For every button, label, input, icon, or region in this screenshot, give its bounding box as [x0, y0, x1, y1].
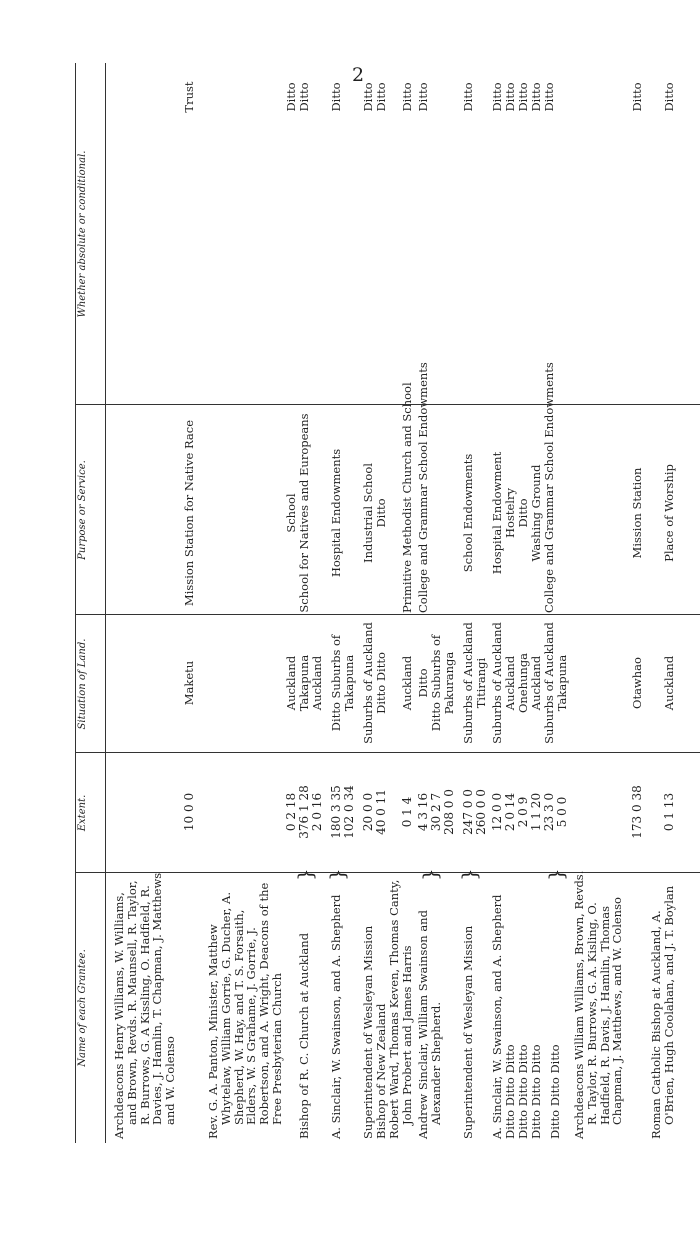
situation-cell: Auckland [400, 655, 414, 711]
purpose-cell: Ditto [516, 498, 530, 528]
grantee-cell: Ditto Ditto Ditto [529, 1044, 543, 1139]
situation-cell: Auckland [310, 655, 324, 711]
condition-cell: Ditto [329, 82, 343, 112]
col-rule-4 [75, 404, 700, 405]
extent-cell: 2 0 16 [310, 792, 324, 832]
situation-cell: Takapuna [342, 654, 356, 712]
situation-cell: Ditto [416, 668, 430, 698]
extent-cell: 2 0 9 [516, 796, 530, 828]
situation-cell: Ditto Suburbs of [429, 634, 443, 732]
situation-cell: Suburbs of Auckland [361, 622, 375, 744]
situation-cell: Suburbs of Auckland [490, 622, 504, 744]
situation-cell: Onehunga [516, 652, 530, 714]
extent-cell: 208 0 0 [442, 789, 456, 835]
situation-cell: Takapuna [297, 654, 311, 712]
brace-icon: } [293, 868, 317, 881]
situation-cell: Suburbs of Auckland [542, 622, 556, 744]
extent-cell: 30 2 7 [429, 792, 443, 832]
situation-cell: Otawhao [630, 657, 644, 709]
grantee-cell: Ditto Ditto Ditto [548, 1044, 562, 1139]
situation-cell: Auckland [662, 655, 676, 711]
grantee-cell: Ditto Ditto Ditto [516, 1044, 530, 1139]
situation-cell: Auckland [503, 655, 517, 711]
header-grantee: Name of each Grantee. [77, 949, 88, 1067]
purpose-cell: Hospital Endowments [329, 448, 343, 578]
condition-cell: Ditto [662, 82, 676, 112]
extent-cell: 1 1 20 [529, 792, 543, 832]
purpose-cell: College and Grammar School Endowments [416, 362, 430, 613]
purpose-cell: School for Natives and Europeans [297, 413, 311, 613]
purpose-cell: Place of Worship [662, 464, 676, 562]
col-rule-3 [75, 614, 700, 615]
extent-cell: 180 3 35 [329, 785, 343, 839]
grantee-cell: Andrew Sinclair, William Swainson and Alexander Shepherd. [416, 910, 443, 1139]
purpose-cell: Hostelry [503, 488, 517, 538]
condition-cell: Ditto [284, 82, 298, 112]
extent-cell: 10 0 0 [182, 792, 196, 832]
condition-cell: Ditto [297, 82, 311, 112]
condition-cell: Ditto [490, 82, 504, 112]
situation-cell: Ditto Suburbs of [329, 634, 343, 732]
purpose-cell: Mission Station for Native Race [182, 419, 196, 607]
situation-cell: Auckland [529, 655, 543, 711]
condition-cell: Ditto [630, 82, 644, 112]
grantee-cell: Archdeacons William Williams, Brown, Revds. R. Taylor, R. Burrows, G. A. Kisling, O. Hadfield, R. Davis, J. Hamlin, Thomas Chapman, J. Matthews, and W. Colenso [572, 870, 625, 1139]
page-number: 2 [352, 64, 365, 86]
purpose-cell: College and Grammar School Endowments [542, 362, 556, 613]
grantee-cell: Superintendent of Wesleyan Mission [461, 925, 475, 1139]
extent-cell: 0 1 13 [662, 792, 676, 832]
grantee-cell: Archdeacons Henry Williams, W. Williams, and Brown, Revds. R. Maunsell, R. Taylor, R. Burrows, G. A Kissling, O. Hadfield, R. Davies, J. Hamlin, T. Chapman, J. Matthews and W. Colenso [112, 872, 178, 1139]
grantee-cell: Superintendent of Wesleyan Mission [361, 925, 375, 1139]
extent-cell: 260 0 0 [474, 789, 488, 835]
purpose-cell: School [284, 493, 298, 533]
condition-cell: Ditto [461, 82, 475, 112]
header-extent: Extent. [77, 794, 88, 832]
extent-cell: 40 0 11 [374, 789, 388, 835]
brace-icon: } [325, 868, 349, 881]
purpose-cell: Mission Station [630, 467, 644, 559]
purpose-cell: Hospital Endowment [490, 451, 504, 575]
grantee-cell: A. Sinclair, W. Swainson, and A. Shepherd [490, 894, 504, 1139]
brace-icon: } [544, 868, 568, 881]
extent-cell: 4 3 16 [416, 792, 430, 832]
grantee-cell: Rev. G. A. Panton, Minister, Matthew Whytelaw, William Gorrie, G. Ducher, A. Shepherd, W. Hay, and T. S. Forsaith, Elders, W. S Grahame, J. Gorrie, J. Robertson, and A. Wright, Deacons of the Free Presbyterian Church [206, 882, 284, 1139]
condition-cell: Ditto [503, 82, 517, 112]
situation-cell: Ditto Ditto [374, 652, 388, 714]
brace-icon: } [418, 868, 442, 881]
extent-cell: 247 0 0 [461, 789, 475, 835]
extent-cell: 23 3 0 [542, 792, 556, 832]
condition-cell: Ditto [516, 82, 530, 112]
header-situation: Situation of Land. [77, 638, 88, 730]
rule-top [75, 63, 76, 1143]
purpose-cell: Industrial School [361, 463, 375, 563]
brace-icon: } [457, 868, 481, 881]
situation-cell: Suburbs of Auckland [461, 622, 475, 744]
grantee-cell: Bishop of New Zealand [374, 1003, 388, 1139]
extent-cell: 173 0 38 [630, 785, 644, 839]
condition-cell: Ditto [400, 82, 414, 112]
condition-cell: Ditto [542, 82, 556, 112]
purpose-cell: Ditto [374, 498, 388, 528]
col-rule-2 [75, 752, 700, 753]
extent-cell: 5 0 0 [555, 796, 569, 828]
purpose-cell: Washing Ground [529, 464, 543, 562]
grantee-cell: Robert Ward, Thomas Keven, Thomas Canty, John Probert and James Harris [387, 879, 414, 1139]
situation-cell: Maketu [182, 660, 196, 706]
rule-header [105, 63, 106, 1143]
table-frame [75, 63, 700, 1143]
grantee-cell: Bishop of R. C. Church at Auckland [297, 932, 311, 1139]
extent-cell: 12 0 0 [490, 792, 504, 832]
extent-cell: 376 1 28 [297, 785, 311, 839]
header-purpose: Purpose or Service. [77, 460, 88, 560]
extent-cell: 0 2 18 [284, 792, 298, 832]
situation-cell: Titirangi [474, 657, 488, 709]
situation-cell: Auckland [284, 655, 298, 711]
extent-cell: 102 0 34 [342, 785, 356, 839]
rotated-table [75, 63, 700, 1143]
grantee-cell: Roman Catholic Bishop at Auckland, A. O'Brien, Hugh Coolahan, and J. T. Boylan [649, 885, 676, 1139]
condition-cell: Ditto [529, 82, 543, 112]
grantee-cell: A. Sinclair, W. Swainson, and A. Shepherd [329, 894, 343, 1139]
situation-cell: Takapuna [555, 654, 569, 712]
condition-cell: Ditto [361, 82, 375, 112]
purpose-cell: Primitive Methodist Church and School [400, 382, 414, 613]
extent-cell: 0 1 4 [400, 796, 414, 828]
extent-cell: 20 0 0 [361, 792, 375, 832]
purpose-cell: School Endowments [461, 453, 475, 573]
condition-cell: Ditto [374, 82, 388, 112]
extent-cell: 2 0 14 [503, 792, 517, 832]
condition-cell: Ditto [416, 82, 430, 112]
condition-cell: Trust [182, 81, 196, 113]
header-condition: Whether absolute or conditional. [77, 150, 88, 318]
situation-cell: Pakuranga [442, 651, 456, 715]
grantee-cell: Ditto Ditto Ditto [503, 1044, 517, 1139]
